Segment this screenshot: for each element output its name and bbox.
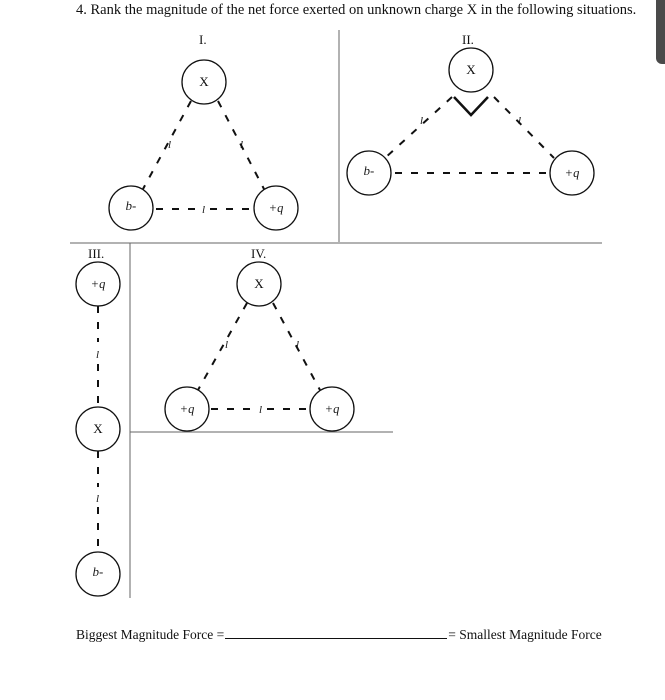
question-text: Rank the magnitude of the net force exerted on unknown charge X in the following situations. xyxy=(90,2,637,18)
situation-iii-lower-distance: l xyxy=(96,493,100,505)
situation-iii-charge-x-label: X xyxy=(93,421,103,436)
situation-iv-label: IV. xyxy=(251,246,267,261)
situation-i-right-distance: l xyxy=(240,139,244,151)
ranking-smallest-label: = Smallest Magnitude Force xyxy=(448,627,602,642)
situation-ii-left-distance: l xyxy=(420,115,424,127)
situation-iii-upper-distance: l xyxy=(96,349,100,361)
situation-iv-left-side-line xyxy=(198,303,247,390)
situation-ii-left-charge-label: -q xyxy=(363,166,375,180)
situation-i-bottom-distance: l xyxy=(202,204,206,216)
situation-iii-label: III. xyxy=(88,246,105,261)
situation-ii-right-angle-marker xyxy=(454,97,488,115)
situation-iv-charge-x-label: X xyxy=(254,276,264,291)
situation-iv-right-distance: l xyxy=(296,339,300,351)
ranking-biggest-label: Biggest Magnitude Force = xyxy=(76,627,225,642)
situation-i-charge-x-label: X xyxy=(199,74,209,89)
situation-ii xyxy=(347,32,594,195)
situation-i xyxy=(109,32,298,230)
situation-i-right-charge-label: +q xyxy=(268,201,284,215)
situation-i-label: I. xyxy=(199,32,207,47)
situation-ii-label: II. xyxy=(462,32,474,47)
situation-ii-left-side-line xyxy=(385,97,452,158)
situation-i-left-distance: l xyxy=(168,139,172,151)
panel-dividers xyxy=(70,30,602,598)
situation-ii-right-side-line xyxy=(494,97,554,158)
situation-i-left-side-line xyxy=(143,101,191,189)
situation-iv-bottom-distance: l xyxy=(259,404,263,416)
situation-iii-bottom-charge-label: -q xyxy=(92,567,104,581)
situation-iv-right-charge-label: +q xyxy=(324,402,340,416)
situation-iii xyxy=(76,246,120,596)
situation-ii-charge-x-label: X xyxy=(466,62,476,77)
situation-iv-left-distance: l xyxy=(225,339,229,351)
situation-i-left-charge-label: -q xyxy=(125,201,137,215)
situation-ii-right-distance: l xyxy=(518,115,522,127)
situation-iii-top-charge-label: +q xyxy=(90,277,106,291)
situation-ii-right-charge-label: +q xyxy=(564,166,580,180)
situation-iv-left-charge-label: +q xyxy=(179,402,195,416)
ranking-answer-blank[interactable] xyxy=(225,626,447,639)
situation-iv xyxy=(165,246,354,431)
ranking-answer-line xyxy=(76,626,602,643)
question-number: 4. xyxy=(76,2,87,18)
